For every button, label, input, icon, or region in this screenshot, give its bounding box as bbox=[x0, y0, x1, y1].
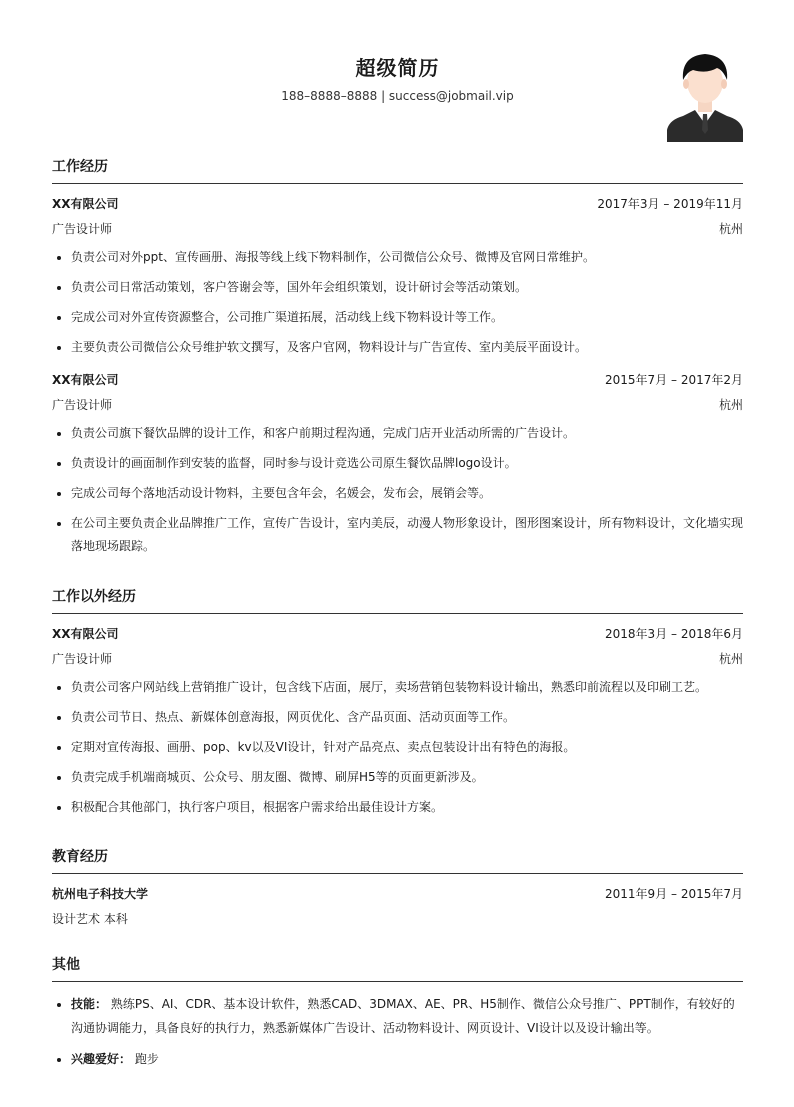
list-item: • 负责公司日常活动策划，客户答谢会等，国外年会组织策划，设计研讨会等活动策划。 bbox=[71, 276, 743, 298]
list-item: • 负责公司对外ppt、宣传画册、海报等线上线下物料制作，公司微信公众号、微博及官网日常维护。 bbox=[71, 246, 743, 268]
list-item: • 负责公司客户网站线上营销推广设计，包含线下店面，展厅，卖场营销包装物料设计输出，熟悉印前流程以及印刷工艺。 bbox=[71, 676, 743, 698]
list-item: • 完成公司每个落地活动设计物料，主要包含年会，名媛会，发布会，展销会等。 bbox=[71, 482, 743, 504]
skills-label: 技能： bbox=[71, 997, 108, 1011]
entry-subheader bbox=[52, 396, 743, 414]
contact-info: 188–8888–8888 | success@jobmail.vip bbox=[281, 89, 514, 103]
resume-header bbox=[52, 0, 743, 150]
location: 杭州 bbox=[718, 398, 743, 412]
date-range: 2017年3月 – 2019年11月 bbox=[597, 197, 743, 211]
bullet-list bbox=[52, 246, 743, 358]
bullet-list bbox=[52, 422, 743, 558]
list-item: • 负责完成手机端商城页、公众号、朋友圈、微博、刷屏H5等的页面更新涉及。 bbox=[71, 766, 743, 788]
list-item: • 完成公司对外宣传资源整合，公司推广渠道拓展，活动线上线下物料设计等工作。 bbox=[71, 306, 743, 328]
other-work-section bbox=[52, 587, 743, 826]
date-range: 2011年9月 – 2015年7月 bbox=[605, 887, 743, 901]
list-item: • 负责公司旗下餐饮品牌的设计工作，和客户前期过程沟通，完成门店开业活动所需的广告设计。 bbox=[71, 422, 743, 444]
list-item: • 负责公司节日、热点、新媒体创意海报，网页优化、含产品页面、活动页面等工作。 bbox=[71, 706, 743, 728]
job-title: 广告设计师 bbox=[52, 222, 113, 236]
list-item: • 定期对宣传海报、画册、pop、kv以及VI设计，针对产品亮点、卖点包装设计出有特色的海报。 bbox=[71, 736, 743, 758]
list-item: • 积极配合其他部门，执行客户项目，根据客户需求给出最佳设计方案。 bbox=[71, 796, 743, 818]
entry-subheader bbox=[52, 910, 743, 928]
date-range: 2015年7月 – 2017年2月 bbox=[605, 373, 743, 387]
work-section bbox=[52, 157, 743, 366]
entry-subheader bbox=[52, 220, 743, 238]
job-title: 广告设计师 bbox=[52, 652, 113, 666]
resume-name: 超级简历 bbox=[355, 56, 440, 80]
company-name: XX有限公司 bbox=[52, 627, 119, 641]
list-item: • 主要负责公司微信公众号维护软文撰写，及客户官网，物料设计与广告宣传、室内美辰平面设计。 bbox=[71, 336, 743, 358]
entry-header bbox=[52, 195, 743, 213]
section-title-other-work: 工作以外经历 bbox=[52, 587, 743, 614]
avatar-icon bbox=[667, 50, 743, 142]
location: 杭州 bbox=[718, 652, 743, 666]
section-title-education: 教育经历 bbox=[52, 847, 743, 874]
entry-header bbox=[52, 885, 743, 903]
company-name: XX有限公司 bbox=[52, 373, 119, 387]
section-title-misc: 其他 bbox=[52, 955, 743, 982]
company-name: XX有限公司 bbox=[52, 197, 119, 211]
major-degree: 设计艺术 本科 bbox=[52, 912, 128, 926]
entry-header bbox=[52, 625, 743, 643]
hobby-text: 跑步 bbox=[134, 1052, 159, 1066]
misc-section bbox=[52, 955, 743, 1078]
job-title: 广告设计师 bbox=[52, 398, 113, 412]
work-entry bbox=[52, 371, 743, 566]
section-title-work: 工作经历 bbox=[52, 157, 743, 184]
skills-text: 熟练PS、AI、CDR、基本设计软件，熟悉CAD、3DMAX、AE、PR、H5制作、微信公众号推广、PPT制作，有较好的沟通协调能力，具备良好的执行力，熟悉新媒体广告设计、活动物料设计、网页设计、VI设计以及设计输出等。 bbox=[71, 997, 735, 1035]
hobby-label: 兴趣爱好： bbox=[71, 1052, 132, 1066]
bullet-list bbox=[52, 676, 743, 818]
resume-page bbox=[52, 0, 744, 1066]
education-section bbox=[52, 847, 743, 928]
work-entry bbox=[52, 625, 743, 818]
bullet-list bbox=[52, 992, 743, 1070]
school-name: 杭州电子科技大学 bbox=[52, 887, 149, 901]
list-item: • 负责设计的画面制作到安装的监督，同时参与设计竞选公司原生餐饮品牌logo设计。 bbox=[71, 452, 743, 474]
entry-header bbox=[52, 371, 743, 389]
list-item: • 在公司主要负责企业品牌推广工作，宣传广告设计，室内美辰，动漫人物形象设计，图形图案设计，所有物料设计，文化墙实现落地现场跟踪。 bbox=[71, 512, 743, 558]
list-item-hobby bbox=[71, 1048, 743, 1070]
location: 杭州 bbox=[718, 222, 743, 236]
list-item-skills bbox=[71, 992, 743, 1040]
date-range: 2018年3月 – 2018年6月 bbox=[605, 627, 743, 641]
entry-subheader bbox=[52, 650, 743, 668]
work-entry bbox=[52, 195, 743, 358]
